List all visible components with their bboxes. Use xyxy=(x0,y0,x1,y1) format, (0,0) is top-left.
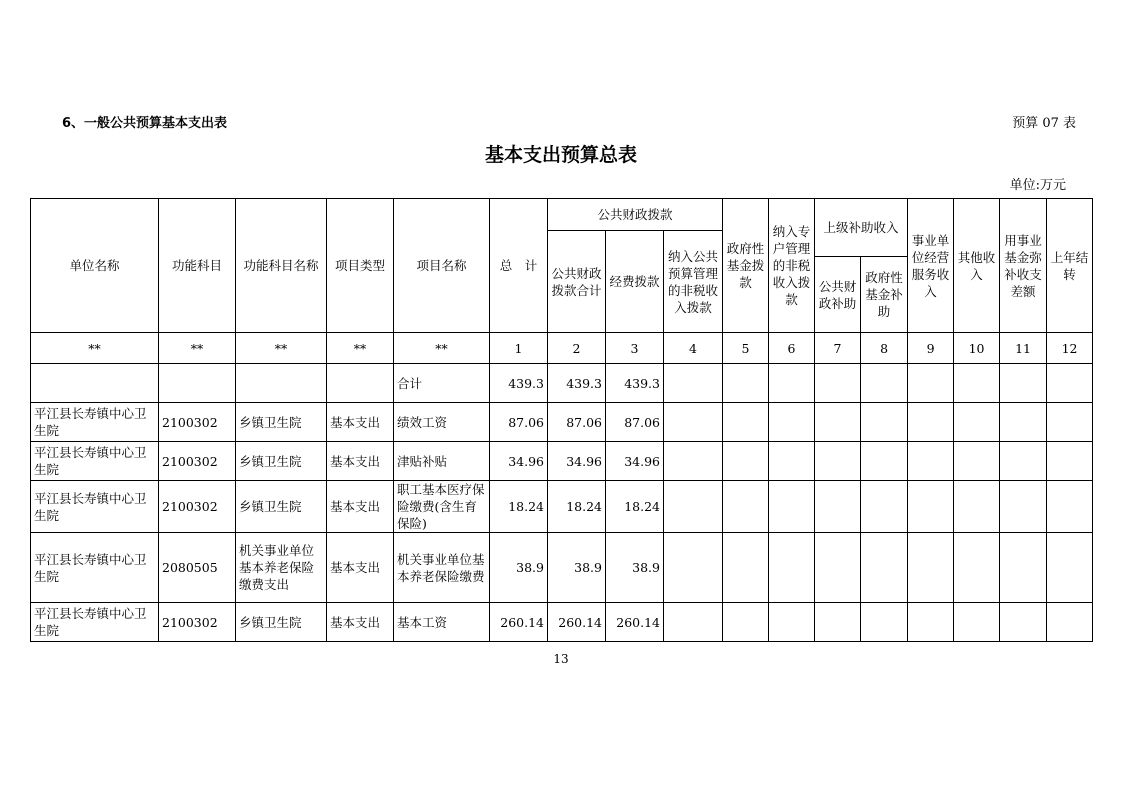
col-header-func-name: 功能科目名称 xyxy=(236,199,327,333)
pf-subtotal-cell: 34.96 xyxy=(548,442,606,481)
col-header-gov-fund: 政府性基金拨款 xyxy=(723,199,769,333)
pf-funds-cell: 439.3 xyxy=(606,364,664,403)
col-header-func-code: 功能科目 xyxy=(159,199,236,333)
section-title: 6、一般公共预算基本支出表 xyxy=(62,116,228,131)
index-cell: 3 xyxy=(606,333,664,364)
col-header-upper-gov: 政府性基金补助 xyxy=(861,257,908,333)
func-code-cell: 2100302 xyxy=(159,603,236,642)
col-header-upper-subsidy: 上级补助收入 xyxy=(815,199,908,257)
total-label: 合计 xyxy=(394,364,490,403)
index-cell: 8 xyxy=(861,333,908,364)
func-code-cell: 2100302 xyxy=(159,481,236,533)
col-header-upper-public: 公共财政补助 xyxy=(815,257,861,333)
index-cell: 6 xyxy=(769,333,815,364)
item-name-cell: 职工基本医疗保险缴费(含生育保险) xyxy=(394,481,490,533)
pf-subtotal-cell: 87.06 xyxy=(548,403,606,442)
unit-name-cell: 平江县长寿镇中心卫生院 xyxy=(31,481,159,533)
pf-subtotal-cell: 38.9 xyxy=(548,533,606,603)
col-header-pf-funds: 经费拨款 xyxy=(606,231,664,333)
index-cell: 4 xyxy=(664,333,723,364)
func-code-cell: 2100302 xyxy=(159,442,236,481)
col-header-total: 总 计 xyxy=(490,199,548,333)
index-cell: 12 xyxy=(1047,333,1093,364)
item-type-cell: 基本支出 xyxy=(327,533,394,603)
unit-name-cell: 平江县长寿镇中心卫生院 xyxy=(31,403,159,442)
pf-funds-cell: 260.14 xyxy=(606,603,664,642)
col-header-item-name: 项目名称 xyxy=(394,199,490,333)
pf-subtotal-cell: 18.24 xyxy=(548,481,606,533)
table-row xyxy=(31,442,1093,481)
col-header-other-income: 其他收入 xyxy=(954,199,1000,333)
func-code-cell: 2100302 xyxy=(159,403,236,442)
index-cell: 1 xyxy=(490,333,548,364)
func-name-cell: 乡镇卫生院 xyxy=(236,442,327,481)
total-cell: 18.24 xyxy=(490,481,548,533)
col-header-special-nontax: 纳入专户管理的非税收入拨款 xyxy=(769,199,815,333)
pf-subtotal-cell: 260.14 xyxy=(548,603,606,642)
index-cell: ** xyxy=(327,333,394,364)
col-header-item-type: 项目类型 xyxy=(327,199,394,333)
item-name-cell: 机关事业单位基本养老保险缴费 xyxy=(394,533,490,603)
pf-funds-cell: 38.9 xyxy=(606,533,664,603)
func-code-cell: 2080505 xyxy=(159,533,236,603)
table-row xyxy=(31,533,1093,603)
index-row xyxy=(31,333,1093,364)
pf-funds-cell: 87.06 xyxy=(606,403,664,442)
item-name-cell: 基本工资 xyxy=(394,603,490,642)
unit-name-cell: 平江县长寿镇中心卫生院 xyxy=(31,603,159,642)
total-cell: 439.3 xyxy=(490,364,548,403)
item-name-cell: 绩效工资 xyxy=(394,403,490,442)
table-row xyxy=(31,403,1093,442)
index-cell: ** xyxy=(159,333,236,364)
item-name-cell: 津贴补贴 xyxy=(394,442,490,481)
form-number: 预算 07 表 xyxy=(1012,116,1076,131)
item-type-cell: 基本支出 xyxy=(327,481,394,533)
index-cell: 5 xyxy=(723,333,769,364)
index-cell: ** xyxy=(236,333,327,364)
pf-funds-cell: 18.24 xyxy=(606,481,664,533)
pf-funds-cell: 34.96 xyxy=(606,442,664,481)
budget-table xyxy=(30,198,1093,642)
item-type-cell: 基本支出 xyxy=(327,603,394,642)
func-name-cell: 乡镇卫生院 xyxy=(236,603,327,642)
item-type-cell: 基本支出 xyxy=(327,403,394,442)
col-header-carry-over: 上年结转 xyxy=(1047,199,1093,333)
index-cell: 11 xyxy=(1000,333,1047,364)
col-header-pf-nontax: 纳入公共预算管理的非税收入拨款 xyxy=(664,231,723,333)
unit-label: 单位:万元 xyxy=(1009,178,1066,193)
index-cell: 9 xyxy=(908,333,954,364)
unit-name-cell: 平江县长寿镇中心卫生院 xyxy=(31,442,159,481)
col-header-pf-subtotal: 公共财政拨款合计 xyxy=(548,231,606,333)
item-type-cell: 基本支出 xyxy=(327,442,394,481)
total-cell: 38.9 xyxy=(490,533,548,603)
pf-subtotal-cell: 439.3 xyxy=(548,364,606,403)
unit-name-cell: 平江县长寿镇中心卫生院 xyxy=(31,533,159,603)
header-row-1 xyxy=(31,199,1093,231)
col-header-public-finance: 公共财政拨款 xyxy=(548,199,723,231)
func-name-cell: 乡镇卫生院 xyxy=(236,403,327,442)
total-cell: 87.06 xyxy=(490,403,548,442)
index-cell: ** xyxy=(31,333,159,364)
total-cell: 260.14 xyxy=(490,603,548,642)
index-cell: 2 xyxy=(548,333,606,364)
index-cell: 7 xyxy=(815,333,861,364)
col-header-biz-fund: 用事业基金弥补收支差额 xyxy=(1000,199,1047,333)
index-cell: ** xyxy=(394,333,490,364)
total-row xyxy=(31,364,1093,403)
col-header-biz-income: 事业单位经营服务收入 xyxy=(908,199,954,333)
page-number: 13 xyxy=(553,652,569,666)
func-name-cell: 乡镇卫生院 xyxy=(236,481,327,533)
table-row xyxy=(31,481,1093,533)
total-cell: 34.96 xyxy=(490,442,548,481)
index-cell: 10 xyxy=(954,333,1000,364)
func-name-cell: 机关事业单位基本养老保险缴费支出 xyxy=(236,533,327,603)
table-row xyxy=(31,603,1093,642)
col-header-unit-name: 单位名称 xyxy=(31,199,159,333)
page-title: 基本支出预算总表 xyxy=(484,144,637,166)
